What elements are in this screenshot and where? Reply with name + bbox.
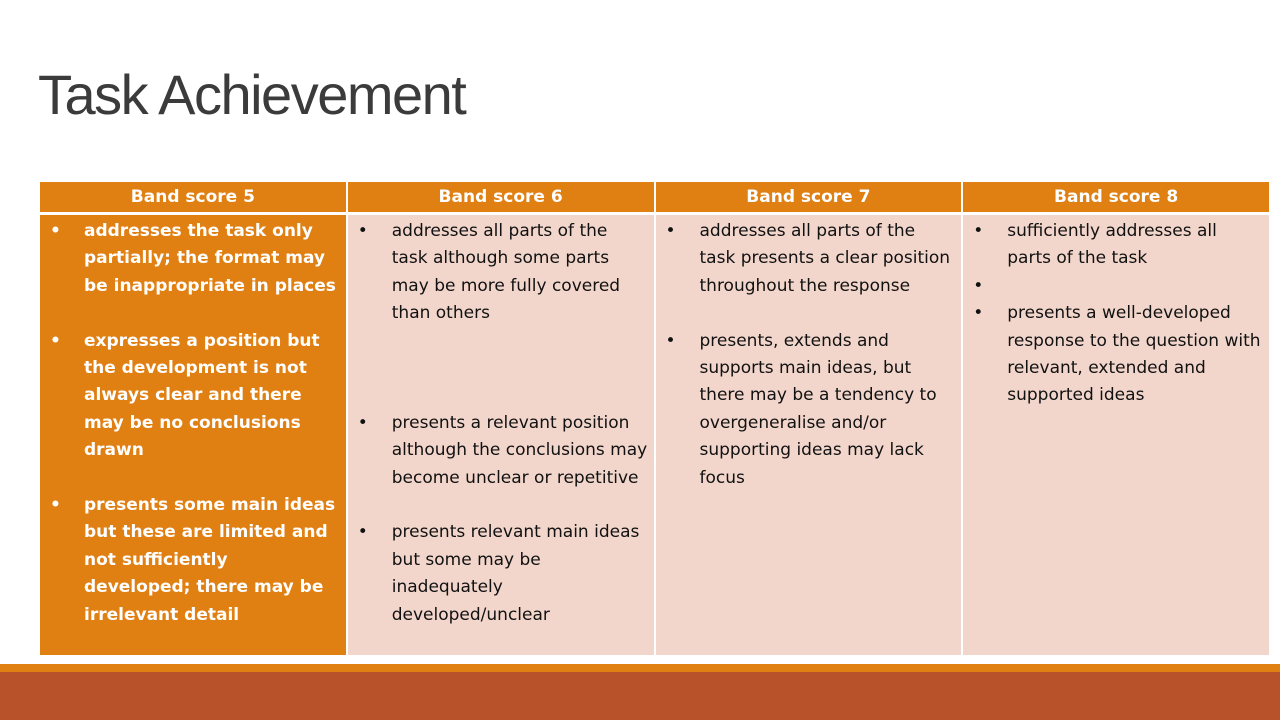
descriptor-item-empty: [969, 273, 1263, 300]
descriptor-item: • addresses all parts of the task presents a clear position throughout the response: [662, 218, 956, 300]
descriptor-item: • sufficiently addresses all parts of the task: [969, 218, 1263, 273]
header-band-score-7: Band score 7: [656, 182, 962, 212]
descriptor-item: • addresses all parts of the task although some parts may be more fully covered than others: [354, 218, 648, 328]
band-6-descriptors: [348, 215, 654, 655]
blank-line: [46, 465, 340, 492]
band-5-descriptors: [40, 215, 346, 655]
descriptor-item: • expresses a position but the development is not always clear and there may be no conclusions drawn: [46, 328, 340, 465]
footer-band: [0, 672, 1280, 720]
descriptor-item: • presents a well-developed response to the question with relevant, extended and supported ideas: [969, 300, 1263, 410]
header-band-score-8: Band score 8: [963, 182, 1269, 212]
blank-line: [662, 300, 956, 327]
descriptor-item: • presents, extends and supports main ideas, but there may be a tendency to overgeneralise and/or supporting ideas may lack focus: [662, 328, 956, 492]
band-7-descriptors: [656, 215, 962, 655]
header-band-score-6: Band score 6: [348, 182, 654, 212]
header-band-score-5: Band score 5: [40, 182, 346, 212]
blank-line: [354, 328, 648, 355]
descriptor-item: • presents a relevant position although the conclusions may become unclear or repetitive: [354, 410, 648, 492]
blank-line: [354, 492, 648, 519]
blank-line: [46, 300, 340, 327]
descriptor-item: • presents some main ideas but these are limited and not sufficiently developed; there may be irrelevant detail: [46, 492, 340, 629]
blank-line: [354, 355, 648, 382]
band-score-table: [40, 182, 1269, 655]
descriptor-item: • presents relevant main ideas but some may be inadequately developed/unclear: [354, 519, 648, 629]
descriptor-item: • addresses the task only partially; the format may be inappropriate in places: [46, 218, 340, 300]
slide-title: Task Achievement: [38, 63, 466, 126]
footer-accent-stripe: [0, 664, 1280, 672]
band-8-descriptors: [963, 215, 1269, 655]
blank-line: [354, 382, 648, 409]
